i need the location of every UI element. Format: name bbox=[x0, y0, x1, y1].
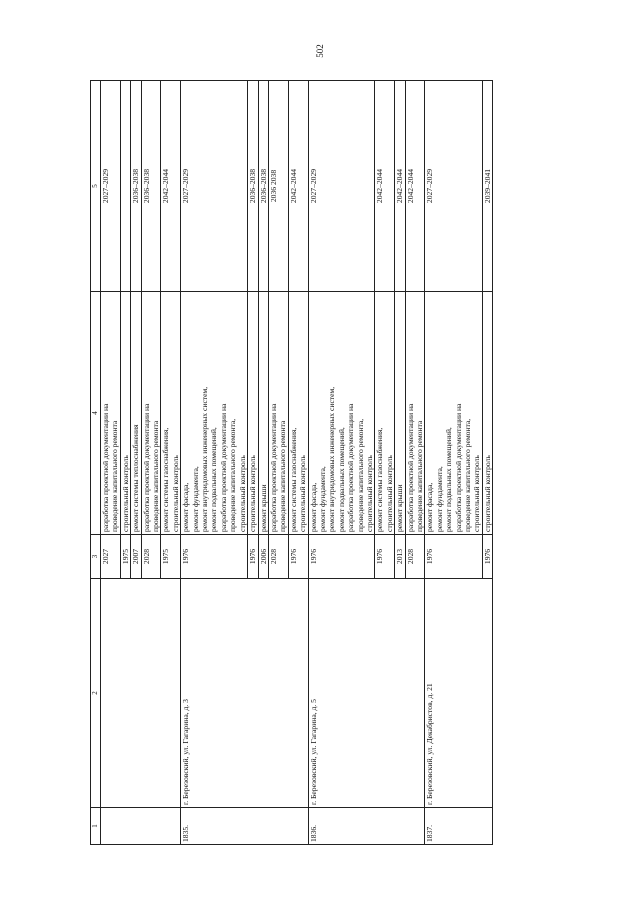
repair-schedule-table bbox=[90, 80, 493, 845]
table-row bbox=[101, 81, 121, 845]
address-cell: г. Березовский, ул. Декабристов, д. 21 bbox=[425, 579, 493, 808]
address-cell bbox=[101, 579, 181, 808]
works-cell bbox=[131, 292, 141, 535]
works-cell bbox=[482, 292, 492, 535]
work-item: разработка проектной документации на bbox=[218, 403, 228, 532]
period-cell bbox=[120, 81, 130, 292]
table-row bbox=[425, 81, 482, 845]
year-cell: 1975 bbox=[161, 535, 181, 579]
work-item: ремонт подвальных помещений, bbox=[209, 427, 219, 532]
work-item: ремонт системы газоснабжения, bbox=[288, 427, 298, 532]
works-cell bbox=[288, 292, 308, 535]
work-item: ремонт фасада, bbox=[181, 482, 191, 532]
work-item: ремонт фундамента, bbox=[317, 466, 327, 532]
works-cell bbox=[395, 292, 405, 535]
work-item: строительный контроль bbox=[170, 455, 180, 532]
work-item: ремонт системы газоснабжения, bbox=[375, 427, 385, 532]
year-cell: 1976 bbox=[288, 535, 308, 579]
work-item: разработка проектной документации на bbox=[101, 403, 110, 532]
work-item: ремонт внутридомовых инженерных систем, bbox=[327, 386, 337, 532]
works-cell bbox=[425, 292, 482, 535]
entry-number: 1836. bbox=[308, 808, 425, 845]
work-item: строительный контроль bbox=[120, 455, 130, 532]
works-cell bbox=[141, 292, 161, 535]
period-cell: 2042–2044 bbox=[161, 81, 181, 292]
period-cell: 2042–2044 bbox=[375, 81, 395, 292]
works-cell bbox=[308, 292, 375, 535]
year-cell: 2006 bbox=[258, 535, 268, 579]
work-item: разработка проектной документации на bbox=[453, 403, 463, 532]
period-cell: 2042–2044 bbox=[288, 81, 308, 292]
year-cell: 2028 bbox=[141, 535, 161, 579]
work-item: проведение капитального ремонта bbox=[110, 420, 120, 532]
work-item: ремонт крыши bbox=[395, 484, 405, 532]
work-item: ремонт крыши bbox=[258, 484, 268, 532]
entry-number: 1837. bbox=[425, 808, 493, 845]
works-cell bbox=[268, 292, 288, 535]
work-item: проведение капитального ремонта, bbox=[463, 418, 473, 532]
period-cell: 2036 2038 bbox=[268, 81, 288, 292]
header-col-2: 2 bbox=[91, 579, 101, 808]
year-cell: 2013 bbox=[395, 535, 405, 579]
year-cell: 1976 bbox=[482, 535, 492, 579]
work-item: строительный контроль bbox=[472, 455, 482, 532]
period-cell: 2042–2044 bbox=[395, 81, 405, 292]
work-item: ремонт фасада, bbox=[308, 482, 318, 532]
work-item: ремонт подвальных помещений, bbox=[336, 427, 346, 532]
header-col-3: 3 bbox=[91, 535, 101, 579]
work-item: проведение капитального ремонта bbox=[151, 420, 161, 532]
year-cell: 1976 bbox=[248, 535, 258, 579]
work-item: разработка проектной документации на bbox=[405, 403, 415, 532]
work-item: разработка проектной документации на bbox=[346, 403, 356, 532]
period-cell: 2027–2029 bbox=[308, 81, 375, 292]
work-item: ремонт внутридомовых инженерных систем, bbox=[200, 386, 210, 532]
work-item: строительный контроль bbox=[248, 455, 258, 532]
period-cell: 2027–2029 bbox=[101, 81, 121, 292]
works-cell bbox=[375, 292, 395, 535]
work-item: ремонт системы теплоснабжения bbox=[131, 424, 141, 532]
address-cell: г. Березовский, ул. Гагарина, д. 5 bbox=[308, 579, 425, 808]
entry-number: 1835. bbox=[181, 808, 308, 845]
work-item: разработка проектной документации на bbox=[268, 403, 278, 532]
works-cell bbox=[181, 292, 248, 535]
work-item: проведение капитального ремонта bbox=[278, 420, 288, 532]
header-row bbox=[91, 81, 101, 845]
rotated-page bbox=[90, 80, 630, 845]
works-cell bbox=[101, 292, 121, 535]
address-cell: г. Березовский, ул. Гагарина, д. 3 bbox=[181, 579, 308, 808]
year-cell: 1976 bbox=[308, 535, 375, 579]
work-item: ремонт фасада, bbox=[425, 482, 435, 532]
period-cell: 2039–2041 bbox=[482, 81, 492, 292]
year-cell: 2027 bbox=[101, 535, 121, 579]
work-item: ремонт подвальных помещений, bbox=[444, 427, 454, 532]
work-item: строительный контроль bbox=[482, 455, 492, 532]
header-col-4: 4 bbox=[91, 292, 101, 535]
work-item: разработка проектной документации на bbox=[141, 403, 151, 532]
entry-number bbox=[101, 808, 181, 845]
page-number: 502 bbox=[315, 44, 325, 58]
period-cell: 2042–2044 bbox=[405, 81, 425, 292]
period-cell: 2036–2038 bbox=[248, 81, 258, 292]
work-item: проведение капитального ремонта bbox=[415, 420, 424, 532]
year-cell: 1976 bbox=[181, 535, 248, 579]
table-row bbox=[181, 81, 248, 845]
year-cell: 1976 bbox=[375, 535, 395, 579]
table-row bbox=[308, 81, 375, 845]
work-item: строительный контроль bbox=[298, 455, 308, 532]
period-cell: 2036–2038 bbox=[258, 81, 268, 292]
period-cell: 2036–2038 bbox=[141, 81, 161, 292]
works-cell bbox=[248, 292, 258, 535]
works-cell bbox=[161, 292, 181, 535]
header-col-1: 1 bbox=[91, 808, 101, 845]
work-item: ремонт фундамента, bbox=[190, 466, 200, 532]
period-cell: 2036–2038 bbox=[131, 81, 141, 292]
year-cell: 1976 bbox=[425, 535, 482, 579]
period-cell: 2027–2029 bbox=[181, 81, 248, 292]
work-item: строительный контроль bbox=[364, 455, 374, 532]
works-cell bbox=[405, 292, 425, 535]
header-col-5: 5 bbox=[91, 81, 101, 292]
year-cell: 1975 bbox=[120, 535, 130, 579]
works-cell bbox=[120, 292, 130, 535]
work-item: строительный контроль bbox=[384, 455, 394, 532]
period-cell: 2027–2029 bbox=[425, 81, 482, 292]
work-item: ремонт фундамента, bbox=[434, 466, 444, 532]
year-cell: 2028 bbox=[268, 535, 288, 579]
year-cell: 2028 bbox=[405, 535, 425, 579]
work-item: строительный контроль bbox=[237, 455, 247, 532]
work-item: проведение капитального ремонта, bbox=[228, 418, 238, 532]
work-item: проведение капитального ремонта, bbox=[355, 418, 365, 532]
work-item: ремонт системы газоснабжения, bbox=[161, 427, 171, 532]
works-cell bbox=[258, 292, 268, 535]
year-cell: 2007 bbox=[131, 535, 141, 579]
